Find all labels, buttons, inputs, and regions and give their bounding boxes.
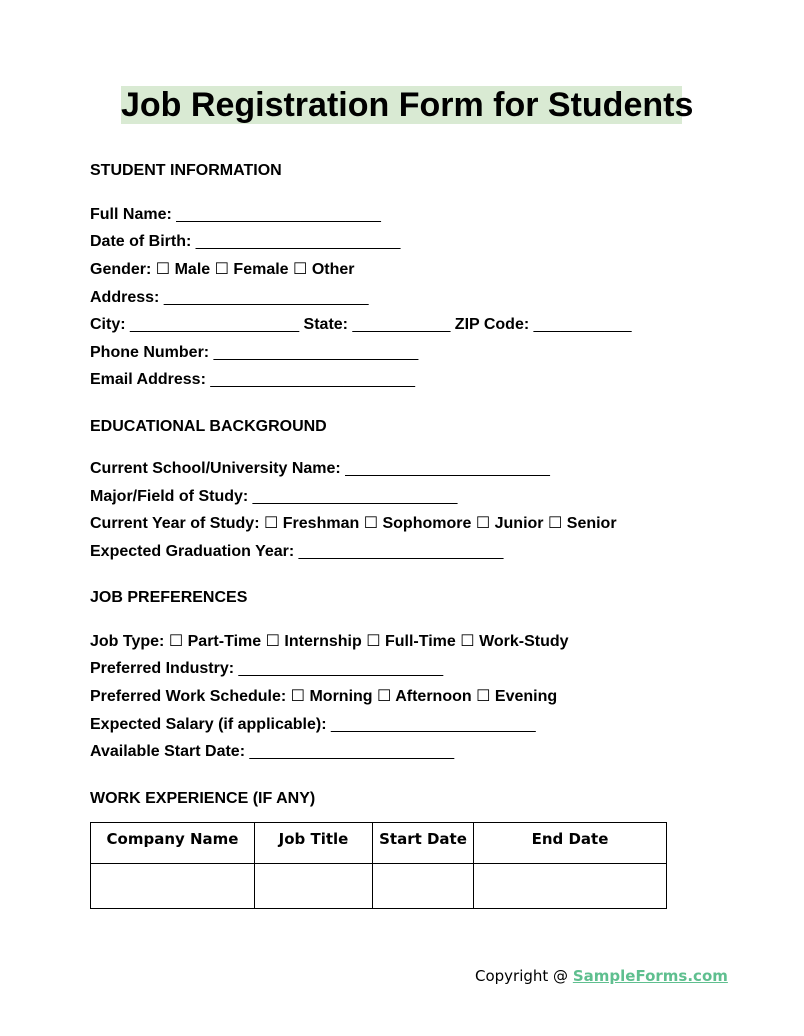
industry-row — [90, 659, 443, 679]
year-row — [90, 514, 617, 534]
year-junior-label: Junior — [494, 515, 544, 532]
phone-row — [90, 343, 418, 363]
major-field[interactable]: _______________________ — [252, 488, 458, 505]
salary-row — [90, 715, 536, 735]
job-type-internship-checkbox[interactable]: ☐ — [265, 633, 280, 650]
start-date-cell[interactable] — [373, 864, 474, 909]
year-label: Current Year of Study: — [90, 515, 260, 532]
end-date-cell[interactable] — [474, 864, 667, 909]
major-label: Major/Field of Study: — [90, 488, 249, 505]
column-header-company: Company Name — [91, 823, 255, 864]
industry-field[interactable]: _______________________ — [238, 660, 444, 677]
schedule-row — [90, 687, 557, 707]
table-row — [91, 864, 667, 909]
gender-other-label: Other — [311, 261, 355, 278]
email-field[interactable]: _______________________ — [210, 371, 416, 388]
year-senior-label: Senior — [566, 515, 617, 532]
dob-row — [90, 232, 400, 252]
email-row — [90, 370, 415, 390]
job-type-full-time-label: Full-Time — [384, 633, 456, 650]
gender-female-checkbox[interactable]: ☐ — [214, 261, 229, 278]
job-type-part-time-checkbox[interactable]: ☐ — [168, 633, 184, 650]
section-heading-student: STUDENT INFORMATION — [90, 162, 282, 179]
gender-male-label: Male — [174, 261, 211, 278]
start-date-label: Available Start Date: — [90, 743, 246, 760]
start-date-field[interactable]: _______________________ — [249, 743, 455, 760]
grad-year-label: Expected Graduation Year: — [90, 543, 295, 560]
job-title-cell[interactable] — [255, 864, 373, 909]
schedule-afternoon-checkbox[interactable]: ☐ — [377, 688, 392, 705]
year-sophomore-label: Sophomore — [382, 515, 472, 532]
year-freshman-checkbox[interactable]: ☐ — [263, 515, 279, 532]
state-field[interactable]: ___________ — [352, 316, 451, 333]
job-type-row — [90, 632, 569, 652]
job-type-part-time-label: Part-Time — [187, 633, 262, 650]
copyright-text: Copyright @ — [475, 967, 569, 985]
salary-field[interactable]: _______________________ — [330, 716, 536, 733]
work-experience-table — [90, 822, 667, 909]
schedule-morning-label: Morning — [309, 688, 373, 705]
job-type-internship-label: Internship — [284, 633, 362, 650]
gender-row — [90, 260, 354, 280]
page-title: Job Registration Form for Students — [121, 86, 694, 124]
salary-label: Expected Salary (if applicable): — [90, 716, 327, 733]
section-heading-education: EDUCATIONAL BACKGROUND — [90, 418, 327, 435]
gender-male-checkbox[interactable]: ☐ — [155, 261, 171, 278]
address-field[interactable]: _______________________ — [163, 289, 369, 306]
job-type-work-study-label: Work-Study — [479, 633, 569, 650]
company-cell[interactable] — [91, 864, 255, 909]
address-row — [90, 288, 368, 308]
schedule-label: Preferred Work Schedule: — [90, 688, 287, 705]
schedule-afternoon-label: Afternoon — [395, 688, 472, 705]
major-row — [90, 487, 457, 507]
phone-field[interactable]: _______________________ — [213, 344, 419, 361]
city-field[interactable]: ___________________ — [130, 316, 300, 333]
state-label: State: — [303, 316, 348, 333]
gender-female-label: Female — [233, 261, 289, 278]
year-junior-checkbox[interactable]: ☐ — [475, 515, 491, 532]
industry-label: Preferred Industry: — [90, 660, 235, 677]
year-sophomore-checkbox[interactable]: ☐ — [363, 515, 379, 532]
section-heading-preferences: JOB PREFERENCES — [90, 589, 248, 606]
job-type-full-time-checkbox[interactable]: ☐ — [366, 633, 381, 650]
year-freshman-label: Freshman — [282, 515, 360, 532]
full-name-label: Full Name: — [90, 206, 172, 223]
column-header-end-date: End Date — [474, 823, 667, 864]
dob-label: Date of Birth: — [90, 233, 192, 250]
gender-other-checkbox[interactable]: ☐ — [293, 261, 308, 278]
schedule-morning-checkbox[interactable]: ☐ — [290, 688, 306, 705]
sampleforms-link[interactable]: SampleForms.com — [572, 967, 728, 985]
email-label: Email Address: — [90, 371, 206, 388]
full-name-field[interactable]: _______________________ — [176, 206, 381, 223]
column-header-start-date: Start Date — [373, 823, 474, 864]
table-header-row — [91, 823, 667, 864]
section-heading-experience: WORK EXPERIENCE (IF ANY) — [90, 790, 316, 807]
school-field[interactable]: _______________________ — [345, 460, 550, 477]
schedule-evening-checkbox[interactable]: ☐ — [476, 688, 491, 705]
footer-copyright — [475, 967, 728, 985]
school-label: Current School/University Name: — [90, 460, 341, 477]
schedule-evening-label: Evening — [494, 688, 558, 705]
start-date-row — [90, 742, 454, 762]
grad-year-row — [90, 542, 503, 562]
address-label: Address: — [90, 289, 160, 306]
phone-label: Phone Number: — [90, 344, 210, 361]
zip-label: ZIP Code: — [454, 316, 530, 333]
dob-field[interactable]: _______________________ — [195, 233, 401, 250]
job-type-work-study-checkbox[interactable]: ☐ — [460, 633, 475, 650]
city-label: City: — [90, 316, 126, 333]
grad-year-field[interactable]: _______________________ — [298, 543, 504, 560]
job-type-label: Job Type: — [90, 633, 165, 650]
full-name-row — [90, 205, 381, 225]
column-header-job-title: Job Title — [255, 823, 373, 864]
year-senior-checkbox[interactable]: ☐ — [547, 515, 563, 532]
gender-label: Gender: — [90, 261, 152, 278]
zip-field[interactable]: ___________ — [533, 316, 632, 333]
city-state-zip-row — [90, 315, 632, 335]
school-row — [90, 459, 550, 479]
